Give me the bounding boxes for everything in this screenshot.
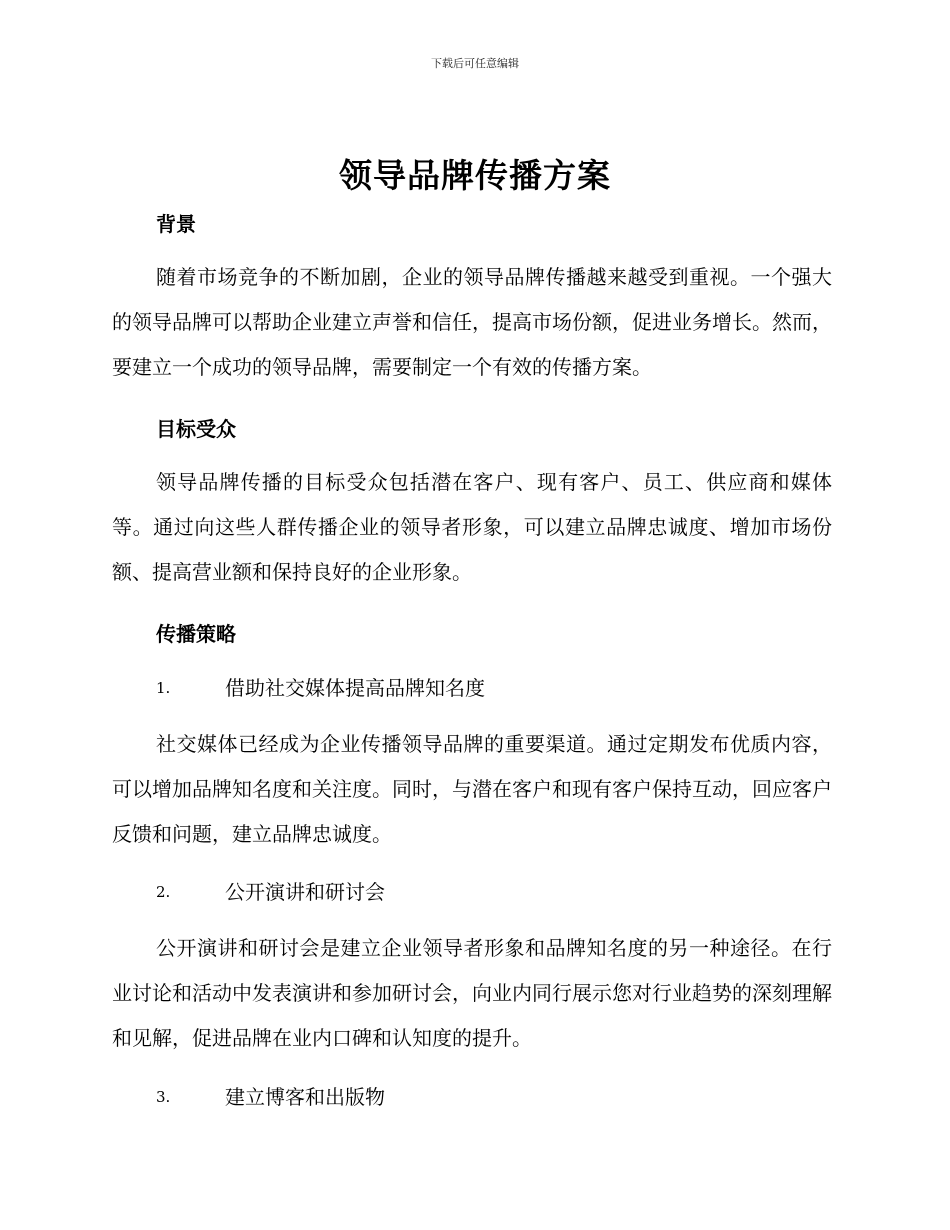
strategy-item-2-paragraph: 公开演讲和研讨会是建立企业领导者形象和品牌知名度的另一种途径。在行业讨论和活动中发表演讲和参加研讨会，向业内同行展示您对行业趋势的深刻理解和见解，促进品牌在业内口碑和认知度的提升。 [112,936,832,1050]
section-heading-strategy: 传播策略 [156,622,236,646]
strategy-item-1-paragraph: 社交媒体已经成为企业传播领导品牌的重要渠道。通过定期发布优质内容，可以增加品牌知名度和关注度。同时，与潜在客户和现有客户保持互动，回应客户反馈和问题，建立品牌忠诚度。 [112,732,832,846]
section-heading-background: 背景 [156,212,196,236]
background-paragraph: 随着市场竞争的不断加剧，企业的领导品牌传播越来越受到重视。一个强大的领导品牌可以帮助企业建立声誉和信任，提高市场份额，促进业务增长。然而，要建立一个成功的领导品牌，需要制定一个有效的传播方案。 [112,265,832,379]
list-number: 3. [156,1088,171,1106]
list-number: 1. [156,679,171,697]
document-title: 领导品牌传播方案 [339,156,611,195]
header-note: 下载后可任意编辑 [431,57,519,70]
list-item-title: 公开演讲和研讨会 [225,880,385,904]
list-item-title: 借助社交媒体提高品牌知名度 [225,676,485,700]
list-number: 2. [156,883,171,901]
list-item-title: 建立博客和出版物 [225,1085,385,1109]
audience-paragraph: 领导品牌传播的目标受众包括潜在客户、现有客户、员工、供应商和媒体等。通过向这些人群传播企业的领导者形象，可以建立品牌忠诚度、增加市场份额、提高营业额和保持良好的企业形象。 [112,470,832,584]
section-heading-audience: 目标受众 [156,417,236,441]
